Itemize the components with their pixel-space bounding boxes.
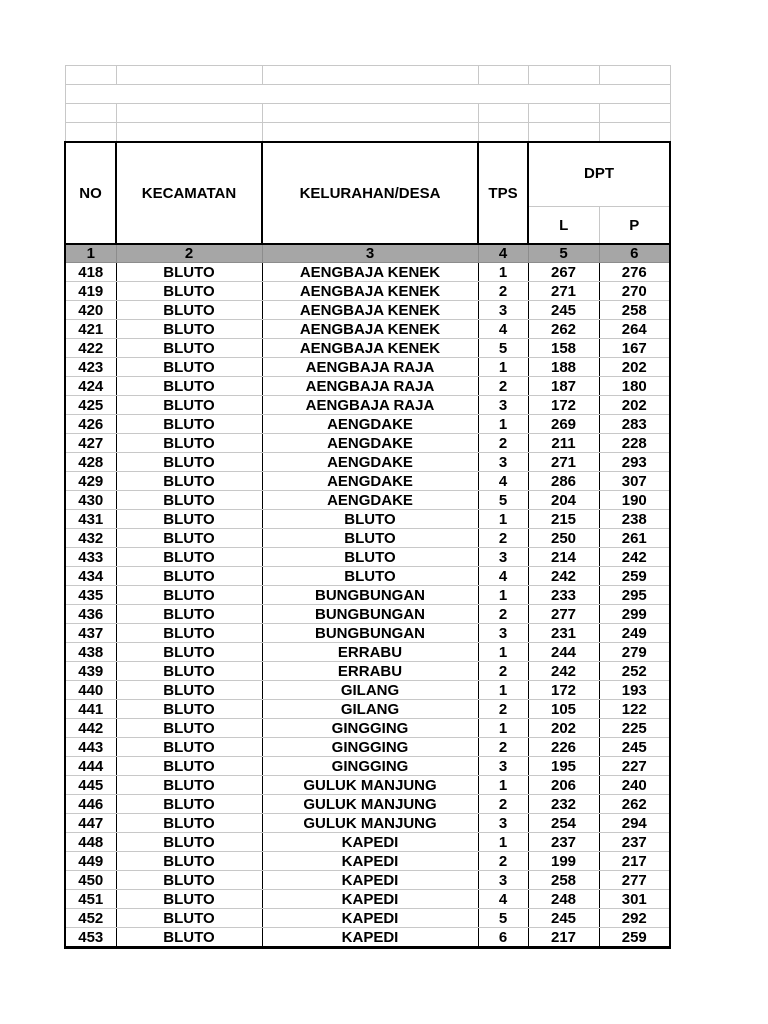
cell-dpt-p[interactable]: 262 [599,795,670,814]
cell-kelurahan-desa[interactable]: AENGBAJA KENEK [262,320,478,339]
cell-kecamatan[interactable]: BLUTO [116,643,262,662]
header-no[interactable]: NO [65,142,116,244]
cell-tps[interactable]: 2 [478,529,528,548]
cell-no[interactable]: 427 [65,434,116,453]
cell-tps[interactable]: 2 [478,738,528,757]
cell-kelurahan-desa[interactable]: GULUK MANJUNG [262,776,478,795]
cell-tps[interactable]: 1 [478,263,528,282]
cell-dpt-p[interactable]: 258 [599,301,670,320]
header-kecamatan[interactable]: KECAMATAN [116,142,262,244]
cell-dpt-l[interactable]: 188 [528,358,599,377]
cell-dpt-p[interactable]: 264 [599,320,670,339]
table-row [65,700,670,719]
cell-kelurahan-desa[interactable]: GINGGING [262,719,478,738]
cell-kelurahan-desa[interactable]: AENGDAKE [262,472,478,491]
cell-no[interactable]: 422 [65,339,116,358]
cell-no[interactable]: 439 [65,662,116,681]
table-row [65,472,670,491]
cell-kelurahan-desa[interactable]: BLUTO [262,567,478,586]
cell-kelurahan-desa[interactable]: KAPEDI [262,871,478,890]
cell-tps[interactable]: 3 [478,624,528,643]
cell-tps[interactable]: 2 [478,605,528,624]
table-row [65,529,670,548]
cell-kelurahan-desa[interactable]: GULUK MANJUNG [262,814,478,833]
cell-dpt-p[interactable]: 237 [599,833,670,852]
cell-kecamatan[interactable]: BLUTO [116,453,262,472]
cell-no[interactable]: 449 [65,852,116,871]
cell-dpt-p[interactable]: 180 [599,377,670,396]
cell-kelurahan-desa[interactable]: AENGBAJA KENEK [262,339,478,358]
header-dpt[interactable] [528,142,670,207]
cell-no[interactable]: 424 [65,377,116,396]
cell-dpt-l[interactable]: 262 [528,320,599,339]
cell-kelurahan-desa[interactable]: KAPEDI [262,928,478,948]
table-row [65,377,670,396]
cell-kecamatan[interactable]: BLUTO [116,890,262,909]
blank-row [65,85,670,104]
cell-tps[interactable]: 3 [478,301,528,320]
cell-tps[interactable]: 1 [478,415,528,434]
cell-dpt-p[interactable]: 299 [599,605,670,624]
table-row [65,282,670,301]
cell-dpt-l[interactable]: 271 [528,282,599,301]
table-row [65,358,670,377]
header-row [65,142,670,207]
cell-kecamatan[interactable]: BLUTO [116,586,262,605]
cell-no[interactable]: 425 [65,396,116,415]
cell-tps[interactable]: 2 [478,662,528,681]
cell-dpt-p[interactable]: 252 [599,662,670,681]
cell-kelurahan-desa[interactable]: AENGDAKE [262,491,478,510]
cell-dpt-l[interactable]: 244 [528,643,599,662]
cell-dpt-p[interactable]: 279 [599,643,670,662]
table-row [65,301,670,320]
header-p[interactable]: P [599,207,670,245]
cell-kecamatan[interactable]: BLUTO [116,624,262,643]
cell-kelurahan-desa[interactable]: BLUTO [262,529,478,548]
blank-row [65,123,670,143]
empty-cell[interactable] [528,66,599,85]
cell-kecamatan[interactable]: BLUTO [116,377,262,396]
cell-kecamatan[interactable]: BLUTO [116,795,262,814]
cell-dpt-p[interactable]: 240 [599,776,670,795]
cell-kelurahan-desa[interactable]: GINGGING [262,757,478,776]
cell-kecamatan[interactable]: BLUTO [116,814,262,833]
cell-tps[interactable]: 3 [478,757,528,776]
cell-tps[interactable]: 3 [478,871,528,890]
cell-kecamatan[interactable]: BLUTO [116,700,262,719]
cell-kecamatan[interactable]: BLUTO [116,415,262,434]
cell-kecamatan[interactable]: BLUTO [116,320,262,339]
cell-no[interactable]: 443 [65,738,116,757]
cell-no[interactable]: 438 [65,643,116,662]
table-row [65,586,670,605]
cell-dpt-p[interactable]: 259 [599,928,670,948]
cell-no[interactable]: 451 [65,890,116,909]
cell-no[interactable]: 450 [65,871,116,890]
header-kelurahan[interactable]: KELURAHAN/DESA [262,142,478,244]
header-l[interactable]: L [528,207,599,245]
cell-kecamatan[interactable]: BLUTO [116,776,262,795]
empty-cell[interactable] [65,123,116,143]
table-row [65,662,670,681]
table-row [65,263,670,282]
cell-kecamatan[interactable]: BLUTO [116,529,262,548]
cell-no[interactable]: 432 [65,529,116,548]
cell-dpt-p[interactable]: 242 [599,548,670,567]
cell-dpt-p[interactable]: 283 [599,415,670,434]
empty-cell[interactable] [65,104,116,123]
cell-tps[interactable]: 4 [478,472,528,491]
cell-kelurahan-desa[interactable]: BLUTO [262,548,478,567]
spreadsheet [64,65,669,949]
empty-cell[interactable] [262,104,478,123]
cell-kecamatan[interactable]: BLUTO [116,339,262,358]
cell-dpt-p[interactable]: 292 [599,909,670,928]
cell-kecamatan[interactable]: BLUTO [116,301,262,320]
table-row [65,871,670,890]
table-row [65,928,670,948]
cell-dpt-p[interactable]: 277 [599,871,670,890]
cell-kelurahan-desa[interactable]: AENGBAJA RAJA [262,377,478,396]
table-row [65,833,670,852]
cell-dpt-l[interactable]: 172 [528,681,599,700]
cell-kecamatan[interactable]: BLUTO [116,662,262,681]
empty-cell[interactable] [599,104,670,123]
cell-no[interactable]: 437 [65,624,116,643]
cell-dpt-l[interactable]: 233 [528,586,599,605]
empty-cell[interactable] [478,123,528,143]
cell-dpt-l[interactable]: 232 [528,795,599,814]
table-row [65,719,670,738]
cell-tps[interactable]: 3 [478,396,528,415]
cell-kecamatan[interactable]: BLUTO [116,491,262,510]
cell-tps[interactable]: 3 [478,814,528,833]
table-row [65,909,670,928]
cell-dpt-p[interactable]: 270 [599,282,670,301]
cell-tps[interactable]: 5 [478,491,528,510]
cell-dpt-l[interactable]: 214 [528,548,599,567]
empty-merged-cell[interactable] [65,85,670,104]
cell-dpt-p[interactable]: 225 [599,719,670,738]
table-row [65,453,670,472]
cell-dpt-p[interactable]: 295 [599,586,670,605]
cell-tps[interactable]: 5 [478,909,528,928]
cell-tps[interactable]: 3 [478,548,528,567]
cell-dpt-p[interactable]: 190 [599,491,670,510]
cell-no[interactable]: 434 [65,567,116,586]
blank-row [65,104,670,123]
cell-tps[interactable]: 4 [478,890,528,909]
cell-kelurahan-desa[interactable]: AENGBAJA KENEK [262,263,478,282]
cell-kecamatan[interactable]: BLUTO [116,852,262,871]
table-row [65,776,670,795]
empty-cell[interactable] [262,123,478,143]
cell-no[interactable]: 421 [65,320,116,339]
cell-dpt-l[interactable]: 158 [528,339,599,358]
empty-cell[interactable] [528,123,599,143]
cell-dpt-p[interactable]: 228 [599,434,670,453]
column-number-cell[interactable]: 1 [65,244,116,263]
cell-kecamatan[interactable]: BLUTO [116,282,262,301]
cell-dpt-l[interactable]: 231 [528,624,599,643]
cell-tps[interactable]: 2 [478,377,528,396]
cell-dpt-l[interactable]: 242 [528,662,599,681]
table-row [65,339,670,358]
cell-no[interactable]: 431 [65,510,116,529]
cell-tps[interactable]: 1 [478,833,528,852]
empty-cell[interactable] [599,123,670,143]
dpt-table [64,65,671,949]
cell-dpt-l[interactable]: 206 [528,776,599,795]
cell-dpt-l[interactable]: 245 [528,909,599,928]
table-row [65,491,670,510]
table-row [65,814,670,833]
cell-no[interactable]: 429 [65,472,116,491]
cell-kecamatan[interactable]: BLUTO [116,263,262,282]
column-number-cell[interactable]: 4 [478,244,528,263]
cell-dpt-l[interactable]: 248 [528,890,599,909]
cell-dpt-p[interactable]: 261 [599,529,670,548]
cell-dpt-p[interactable]: 227 [599,757,670,776]
header-tps[interactable]: TPS [478,142,528,244]
column-number-cell[interactable]: 3 [262,244,478,263]
cell-dpt-l[interactable]: 172 [528,396,599,415]
cell-dpt-p[interactable]: 193 [599,681,670,700]
cell-kelurahan-desa[interactable]: BUNGBUNGAN [262,624,478,643]
cell-kelurahan-desa[interactable]: KAPEDI [262,909,478,928]
cell-no[interactable]: 428 [65,453,116,472]
column-number-cell[interactable]: 6 [599,244,670,263]
cell-kelurahan-desa[interactable]: AENGBAJA RAJA [262,358,478,377]
table-row [65,890,670,909]
cell-no[interactable]: 447 [65,814,116,833]
cell-no[interactable]: 445 [65,776,116,795]
empty-cell[interactable] [478,104,528,123]
cell-kecamatan[interactable]: BLUTO [116,719,262,738]
cell-kecamatan[interactable]: BLUTO [116,757,262,776]
empty-cell[interactable] [528,104,599,123]
cell-dpt-l[interactable]: 258 [528,871,599,890]
table-row [65,510,670,529]
column-number-cell[interactable]: 2 [116,244,262,263]
cell-kecamatan[interactable]: BLUTO [116,605,262,624]
cell-kelurahan-desa[interactable]: ERRABU [262,643,478,662]
empty-cell[interactable] [116,123,262,143]
cell-tps[interactable]: 6 [478,928,528,948]
cell-dpt-l[interactable]: 217 [528,928,599,948]
cell-no[interactable]: 420 [65,301,116,320]
table-row [65,624,670,643]
cell-tps[interactable]: 3 [478,453,528,472]
cell-tps[interactable]: 1 [478,776,528,795]
cell-kelurahan-desa[interactable]: KAPEDI [262,833,478,852]
cell-dpt-p[interactable]: 202 [599,358,670,377]
cell-no[interactable]: 433 [65,548,116,567]
cell-kecamatan[interactable]: BLUTO [116,909,262,928]
cell-no[interactable]: 452 [65,909,116,928]
cell-dpt-l[interactable]: 199 [528,852,599,871]
cell-dpt-p[interactable]: 122 [599,700,670,719]
cell-kelurahan-desa[interactable]: GINGGING [262,738,478,757]
cell-no[interactable]: 444 [65,757,116,776]
cell-no[interactable]: 442 [65,719,116,738]
cell-dpt-p[interactable]: 301 [599,890,670,909]
cell-dpt-l[interactable]: 271 [528,453,599,472]
cell-no[interactable]: 448 [65,833,116,852]
table-row [65,605,670,624]
cell-tps[interactable]: 5 [478,339,528,358]
cell-tps[interactable]: 4 [478,567,528,586]
cell-kelurahan-desa[interactable]: BUNGBUNGAN [262,586,478,605]
cell-tps[interactable]: 1 [478,510,528,529]
cell-dpt-p[interactable]: 259 [599,567,670,586]
cell-kecamatan[interactable]: BLUTO [116,928,262,948]
table-row [65,681,670,700]
cell-dpt-l[interactable]: 277 [528,605,599,624]
cell-tps[interactable]: 2 [478,700,528,719]
cell-dpt-l[interactable]: 267 [528,263,599,282]
table-row [65,738,670,757]
table-row [65,643,670,662]
cell-dpt-l[interactable]: 105 [528,700,599,719]
table-row [65,567,670,586]
table-row [65,415,670,434]
cell-kecamatan[interactable]: BLUTO [116,396,262,415]
table-row [65,852,670,871]
cell-kelurahan-desa[interactable]: AENGBAJA KENEK [262,282,478,301]
cell-kecamatan[interactable]: BLUTO [116,358,262,377]
cell-kelurahan-desa[interactable]: AENGDAKE [262,453,478,472]
cell-dpt-l[interactable]: 211 [528,434,599,453]
cell-tps[interactable]: 1 [478,586,528,605]
header-dpt-label: DPT [584,165,614,182]
cell-kelurahan-desa[interactable]: GILANG [262,681,478,700]
cell-kecamatan[interactable]: BLUTO [116,833,262,852]
cell-no[interactable]: 426 [65,415,116,434]
cell-dpt-p[interactable]: 238 [599,510,670,529]
cell-tps[interactable]: 2 [478,852,528,871]
cell-dpt-l[interactable]: 204 [528,491,599,510]
cell-dpt-p[interactable]: 249 [599,624,670,643]
cell-kecamatan[interactable]: BLUTO [116,567,262,586]
cell-no[interactable]: 440 [65,681,116,700]
empty-cell[interactable] [65,66,116,85]
cell-kecamatan[interactable]: BLUTO [116,871,262,890]
empty-cell[interactable] [116,66,262,85]
cell-dpt-p[interactable]: 294 [599,814,670,833]
cell-dpt-p[interactable]: 293 [599,453,670,472]
cell-dpt-l[interactable]: 215 [528,510,599,529]
empty-cell[interactable] [116,104,262,123]
cell-dpt-l[interactable]: 195 [528,757,599,776]
cell-dpt-l[interactable]: 237 [528,833,599,852]
cell-dpt-p[interactable]: 167 [599,339,670,358]
cell-tps[interactable]: 1 [478,643,528,662]
cell-no[interactable]: 423 [65,358,116,377]
cell-kecamatan[interactable]: BLUTO [116,434,262,453]
cell-kecamatan[interactable]: BLUTO [116,548,262,567]
cell-kecamatan[interactable]: BLUTO [116,472,262,491]
cell-no[interactable]: 446 [65,795,116,814]
cell-no[interactable]: 453 [65,928,116,948]
cell-no[interactable]: 418 [65,263,116,282]
cell-dpt-l[interactable]: 242 [528,567,599,586]
cell-tps[interactable]: 2 [478,795,528,814]
table-row [65,320,670,339]
cell-tps[interactable]: 4 [478,320,528,339]
cell-kelurahan-desa[interactable]: BLUTO [262,510,478,529]
cell-kecamatan[interactable]: BLUTO [116,681,262,700]
table-row [65,757,670,776]
cell-kelurahan-desa[interactable]: AENGDAKE [262,434,478,453]
blank-row [65,66,670,85]
cell-tps[interactable]: 1 [478,681,528,700]
cell-dpt-l[interactable]: 187 [528,377,599,396]
cell-kelurahan-desa[interactable]: GILANG [262,700,478,719]
cell-tps[interactable]: 1 [478,719,528,738]
table-row [65,548,670,567]
empty-cell[interactable] [262,66,478,85]
cell-kelurahan-desa[interactable]: ERRABU [262,662,478,681]
cell-no[interactable]: 419 [65,282,116,301]
cell-dpt-l[interactable]: 245 [528,301,599,320]
cell-kelurahan-desa[interactable]: AENGBAJA RAJA [262,396,478,415]
column-number-cell[interactable]: 5 [528,244,599,263]
cell-kelurahan-desa[interactable]: AENGBAJA KENEK [262,301,478,320]
cell-no[interactable]: 436 [65,605,116,624]
cell-tps[interactable]: 1 [478,358,528,377]
cell-kelurahan-desa[interactable]: KAPEDI [262,852,478,871]
cell-kelurahan-desa[interactable]: BUNGBUNGAN [262,605,478,624]
column-number-row [65,244,670,263]
cell-kecamatan[interactable]: BLUTO [116,510,262,529]
cell-dpt-l[interactable]: 202 [528,719,599,738]
cell-no[interactable]: 435 [65,586,116,605]
cell-kelurahan-desa[interactable]: AENGDAKE [262,415,478,434]
cell-dpt-l[interactable]: 269 [528,415,599,434]
cell-kecamatan[interactable]: BLUTO [116,738,262,757]
cell-dpt-p[interactable]: 245 [599,738,670,757]
cell-dpt-p[interactable]: 217 [599,852,670,871]
cell-no[interactable]: 441 [65,700,116,719]
empty-cell[interactable] [478,66,528,85]
cell-dpt-p[interactable]: 276 [599,263,670,282]
table-row [65,795,670,814]
empty-cell[interactable] [599,66,670,85]
cell-dpt-l[interactable]: 250 [528,529,599,548]
cell-dpt-l[interactable]: 226 [528,738,599,757]
cell-kelurahan-desa[interactable]: GULUK MANJUNG [262,795,478,814]
table-row [65,434,670,453]
table-row [65,396,670,415]
cell-dpt-l[interactable]: 254 [528,814,599,833]
cell-dpt-p[interactable]: 307 [599,472,670,491]
cell-dpt-l[interactable]: 286 [528,472,599,491]
cell-no[interactable]: 430 [65,491,116,510]
cell-dpt-p[interactable]: 202 [599,396,670,415]
cell-kelurahan-desa[interactable]: KAPEDI [262,890,478,909]
cell-tps[interactable]: 2 [478,434,528,453]
cell-tps[interactable]: 2 [478,282,528,301]
